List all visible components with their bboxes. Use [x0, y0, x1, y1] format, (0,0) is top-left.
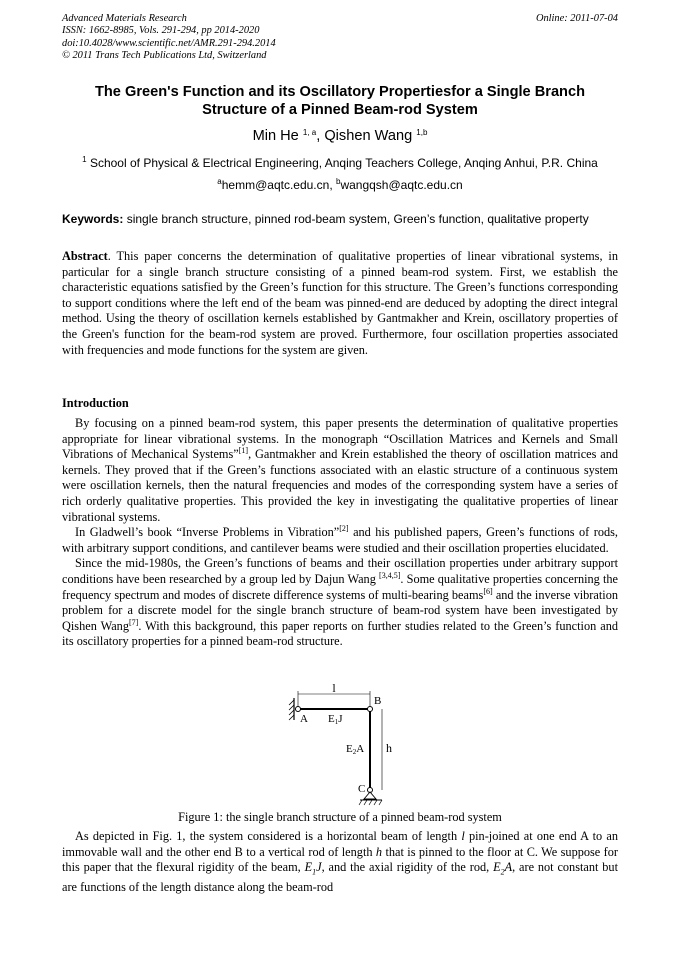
author-2-sup: 1,b: [416, 128, 428, 137]
body-p1-text-a: As depicted in Fig. 1, the system considered is a horizontal beam of length: [75, 829, 462, 843]
intro-p3-text-d: . With this background, this paper reports on further studies related to the Green’s function and its oscillatory properties for a pinned beam-rod structure.: [62, 618, 618, 649]
journal-doi: doi:10.4028/www.scientific.net/AMR.291-294.2014: [62, 37, 276, 49]
affiliation-sup: 1: [82, 155, 87, 164]
symbol-h: h: [375, 844, 383, 859]
label-b: B: [374, 695, 382, 707]
symbol-l: l: [461, 829, 465, 843]
intro-heading: Introduction: [62, 396, 129, 410]
intro-p3-text-a: Since the mid-1980s, the Green’s functions of beams and their oscillation properties under arbitrary support conditions have been researched by a group led by Dajun Wang: [62, 556, 618, 586]
intro-p3-text-c: and the inverse vibration problem for a discrete model for the single branch structure of beam-rod system have been investigated by Qishen Wang: [62, 587, 618, 633]
affiliation-text: School of Physical & Electrical Engineering, Anqing Teachers College, Anqing Anhui, P.R. China: [89, 156, 598, 170]
body-p1-text-c: that is pinned to the floor at C. We suppose for this paper that the flexural rigidity of the beam,: [62, 844, 618, 875]
symbol-e2a: $E_2A$: [493, 860, 513, 877]
citation-ref: [1]: [238, 446, 249, 456]
label-c: C: [358, 783, 366, 795]
citation-ref: [3,4,5]: [379, 570, 401, 580]
journal-copyright: © 2011 Trans Tech Publications Ltd, Switzerland: [62, 50, 267, 62]
label-e2a: E2A: [346, 743, 365, 756]
abstract-label: Abstract: [62, 249, 108, 263]
title-line-2: Structure of a Pinned Beam-rod System: [202, 102, 478, 118]
intro-p1-text-a: By focusing on a pinned beam-rod system, this paper presents the determination of qualitative properties appropriate for linear vibrational systems. In the monograph “Oscillation Matrices and Kernels and Small Vibrations of Mechanical Systems”: [62, 416, 618, 462]
label-a: A: [300, 713, 308, 725]
pin-a: [296, 707, 301, 712]
keywords: [62, 212, 618, 227]
keywords-text: single branch structure, pinned rod-beam system, Green’s function, qualitative property: [123, 212, 589, 226]
body-paragraph-1: [62, 829, 618, 896]
keywords-label: Keywords:: [62, 212, 124, 226]
abstract-text: . This paper concerns the determination of qualitative properties of linear vibrational systems, in particular for a single branch structure consisting of a pinned beam-rod system. First, we establish the characteristic equations satisfied by the Green’s function for this structure. The Green’s functions corresponding to support conditions where the left end of the beam was pinned-end are deduced by adopting the direct integral method. Using the theory of oscillation kernels established by Gantmakher and Krein, oscillatory properties of the Green's function for the beam-rod system are proved. Furthermore, four oscillation properties associated with frequencies and mode functions for the system are given.: [62, 249, 618, 357]
intro-p1-text-b: , Gantmakher and Krein established the theory of oscillation matrices and kernels. They proved that if the Green’s functions associated with an elastic structure of a continuous system were oscillation kernels, then the natural frequencies and modes of the corresponding system have a series of rich orderly qualitative properties. This provided the key in investigating the qualitative properties of linear vibrational systems.: [62, 447, 619, 524]
intro-paragraph-3: [62, 556, 618, 650]
intro-p2-text-a: In Gladwell’s book “Inverse Problems in Vibration”: [75, 525, 340, 540]
email-a-sup: a: [217, 177, 222, 186]
symbol-e1j: $E_1J$: [304, 860, 322, 877]
journal-issn: ISSN: 1662-8985, Vols. 291-294, pp 2014-2020: [62, 25, 260, 37]
author-1-sup: 1, a: [302, 128, 317, 137]
intro-paragraph-1: [62, 416, 618, 525]
intro-p3-text-b: . Some qualitative properties concerning the frequency spectrum and modes of discrete difference systems of multi-bearing beams: [62, 571, 618, 602]
body-p1-text-d: , and the axial rigidity of the rod,: [321, 860, 494, 875]
author-emails: [62, 178, 618, 192]
label-l: l: [332, 684, 336, 695]
email-b[interactable]: wangqsh@aqtc.edu.cn: [340, 178, 463, 192]
pin-b: [368, 707, 373, 712]
figure-caption: Figure 1: the single branch structure of a pinned beam-rod system: [178, 810, 502, 824]
affiliation: [62, 156, 618, 170]
title-line-1: The Green's Function and its Oscillatory Propertiesfor a Single Branch: [94, 84, 586, 100]
wall-hatch: [289, 700, 294, 720]
intro-paragraph-2: [62, 525, 618, 556]
author-separator: ,: [316, 128, 325, 144]
intro-p2-text-b: and his published papers, Green’s functions of rods, with arbitrary support conditions, and cantilever beams were studied and their oscillation properties elucidated.: [62, 525, 618, 555]
author-2: Qishen Wang: [324, 128, 413, 144]
body-text: [62, 829, 618, 896]
abstract: [62, 249, 618, 358]
author-1: Min He: [252, 128, 299, 144]
beam-rod-figure: [282, 684, 402, 809]
journal-name: Advanced Materials Research: [62, 13, 187, 24]
body-p1-text-e: , are not constant but are functions of the length distance along the beam-rod: [62, 860, 618, 895]
email-a[interactable]: hemm@aqtc.edu.cn,: [221, 178, 336, 192]
label-e1j: E1J: [328, 713, 343, 726]
online-date: Online: 2011-07-04: [535, 13, 618, 24]
citation-ref: [7]: [128, 617, 139, 627]
citation-ref: [2]: [339, 524, 349, 534]
body-p1-text-b: pin-joined at one end A to an immovable wall and the other end B to a vertical rod of length: [62, 829, 618, 859]
floor-support: [364, 792, 376, 799]
journal-header: [62, 13, 618, 63]
floor-hatch: [359, 800, 382, 805]
intro-body: [62, 416, 618, 650]
email-b-sup: b: [335, 177, 341, 186]
citation-ref: [6]: [483, 586, 493, 596]
authors: [62, 128, 618, 144]
label-h: h: [386, 741, 392, 755]
paper-title: [62, 83, 618, 119]
